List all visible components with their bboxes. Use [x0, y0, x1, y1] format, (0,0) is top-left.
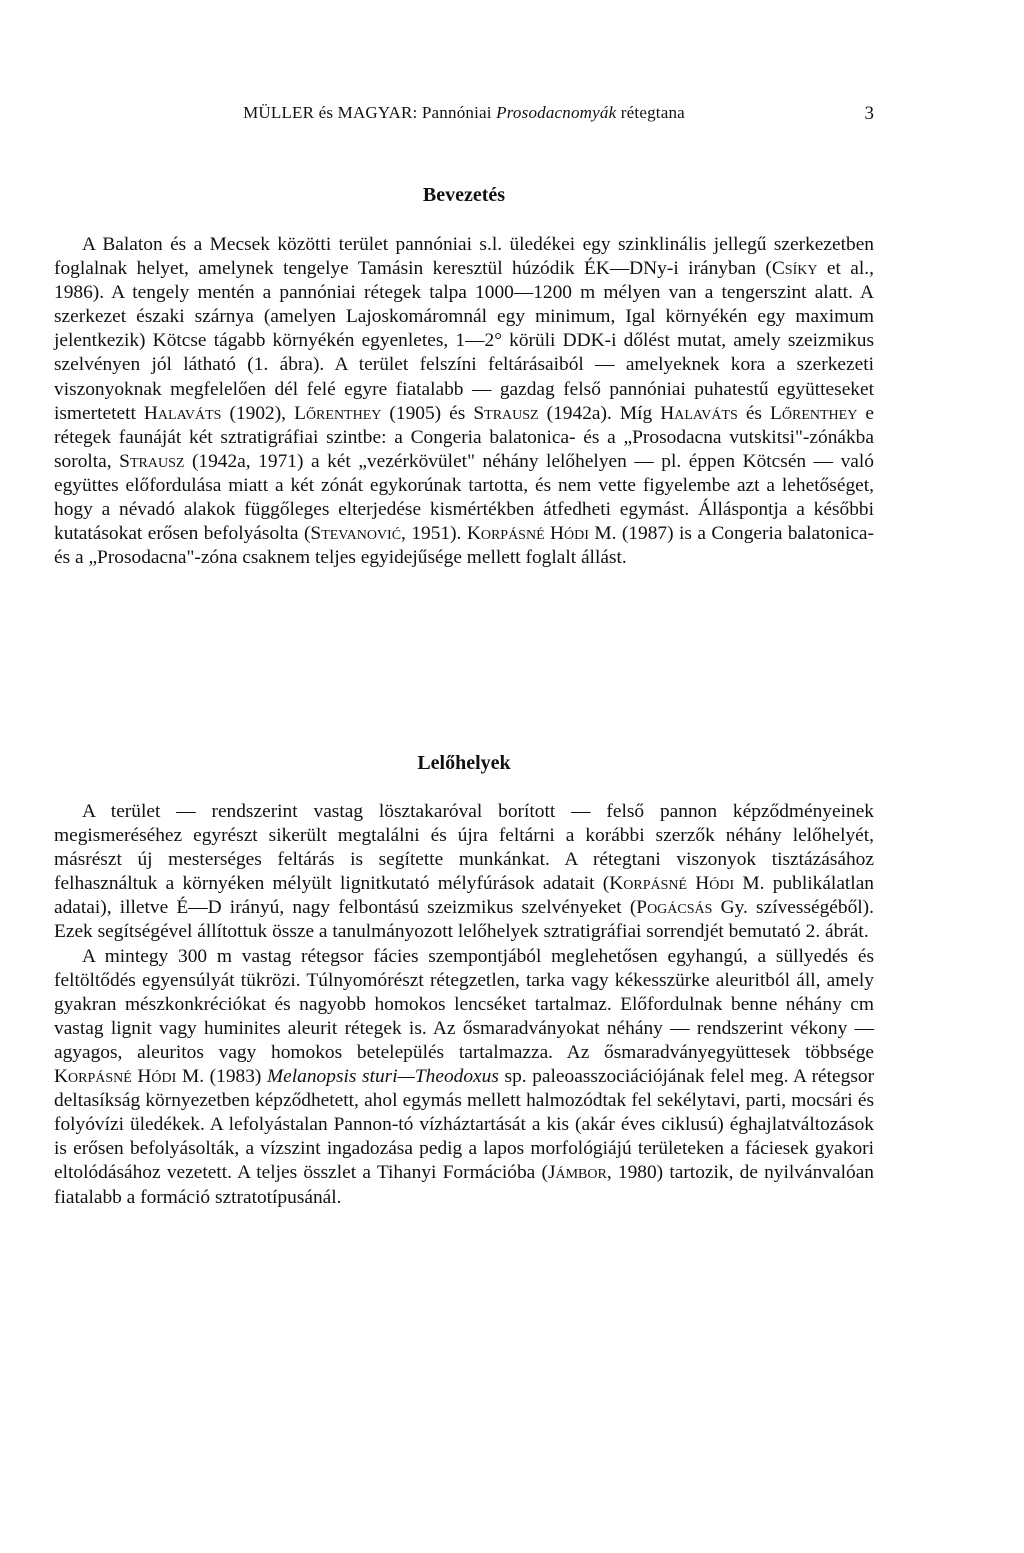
citation-author: Strausz: [119, 450, 185, 472]
running-head-genus: Prosodacnomyák: [496, 103, 617, 122]
citation-author: Korpásné Hódi: [466, 523, 589, 545]
page-number: 3: [864, 103, 874, 124]
running-head-title: MÜLLER és MAGYAR: Pannóniai Prosodacnomyák rétegtana: [243, 103, 685, 122]
taxon-name: Melanopsis sturi—Theodoxus: [267, 1066, 499, 1088]
citation-author: Csíky: [771, 258, 818, 280]
section-heading-localities: Lelőhelyek: [417, 752, 511, 774]
citation-author: Stevanović: [310, 523, 402, 545]
citation-author: Halaváts: [143, 402, 222, 424]
running-head: [54, 103, 874, 129]
section-heading-intro: Bevezetés: [422, 184, 506, 206]
citation-author: Korpásné Hódi: [609, 873, 735, 895]
running-head-authors: MÜLLER és MAGYAR:: [243, 103, 418, 122]
citation-author: Korpásné Hódi: [54, 1066, 177, 1088]
localities-section-body: [54, 800, 874, 1210]
citation-author: Jámbor: [547, 1162, 607, 1184]
citation-author: Halaváts: [660, 402, 738, 424]
localities-paragraph-2: A mintegy 300 m vastag rétegsor fácies szempontjából meglehetősen egyhangú, a süllyedés és feltöltődés egyensúlyát tükrözi. Túlnyomórészt rétegzetlen, tarka vagy kékesszürke aleuritból áll, amely gyakran mészkonkréciókat és nagyobb homokos lencséket tartalmaz. Előfordulnak benne néhány cm vastag lignit vagy huminites aleurit rétegek is. Az ősmaradványokat néhány — rendszerint vékony — agyagos, aleuritos vagy homokos betelepülés tartalmazza. Az ősmaradványegyüttesek többsége Korpásné Hódi M. (1983) Melanopsis sturi—Theodoxus sp. paleoasszociációjának felel meg. A rétegsor deltasíkság környezetben képződhetett, ahol egymás mellett halmozódtak fel sekélytavi, parti, mocsári és folyóvízi üledékek. A lefolyástalan Pannon-tó vízháztartását a kis (akár éves ciklusú) éghajlatváltozások is erősen befolyásolták, a vízszint ingadozása pedig a lapos morfológiájú területeken a fáciesek gyakori eltolódásához vezetett. A teljes összlet a Tihanyi Formációba (Jámbor, 1980) tartozik, de nyilvánvalóan fiatalabb a formáció sztratotípusánál.: [54, 945, 875, 1208]
citation-author: Pogácsás: [636, 897, 713, 919]
citation-author: Lőrenthey: [770, 402, 858, 424]
citation-author: Lőrenthey: [294, 402, 382, 424]
intro-section-body: [54, 233, 874, 570]
intro-paragraph: A Balaton és a Mecsek közötti terület pannóniai s.l. üledékei egy szinklinális jellegű szerkezetben foglalnak helyet, amelynek tengelye Tamásin keresztül húzódik ÉK—DNy-i irányban (Csíky et al., 1986). A tengely mentén a pannóniai rétegek talpa 1000—1200 m mélyen van a tengerszint alatt. A szerkezet északi szárnya (amelyen Lajoskomáromnál egy minimum, Igal környékén egy maximum jelentkezik) Kötcse tágabb környékén egyenletes, 1—2° körüli DDK-i dőlést mutat, amely szeizmikus szelvényen jól látható (1. ábra). A terület felszíni feltárásaiból — amelyeknek kora a szerkezeti viszonyoknak megfelelően dél felé egyre fiatalabb — gazdag felső pannóniai puhatestű együtteseket ismertetett Halaváts (1902), Lőrenthey (1905) és Strausz (1942a). Míg Halaváts és Lőrenthey e rétegek faunáját két sztratigráfiai szintbe: a Congeria balatonica- és a „Prosodacna vutskitsi"-zónákba sorolta, Strausz (1942a, 1971) a két „vezérkövület" néhány lelőhelyen — pl. éppen Kötcsén — való együttes előfordulása miatt a két zónát egykorúnak tartotta, és nem vette figyelembe azt a lehetőséget, hogy a névadó alakok függőleges elterjedése kismértékben átfedheti egymást. Álláspontja a későbbi kutatásokat erősen befolyásolta (Stevanović, 1951). Korpásné Hódi M. (1987) is a Congeria balatonica- és a „Prosodacna"-zóna csaknem teljes egyidejűsége mellett foglalt állást.: [54, 234, 874, 569]
citation-author: Strausz: [473, 402, 539, 424]
localities-paragraph-1: A terület — rendszerint vastag lösztakaróval borított — felső pannon képződményeinek megismeréséhez egyrészt sikerült megtalálni és újra feltárni a korábbi szerzők néhány lelőhelyét, másrészt új mesterséges feltárás is segítette munkánkat. A rétegtani viszonyok tisztázásához felhasználtuk a környéken mélyült lignitkutató mélyfúrások adatait (Korpásné Hódi M. publikálatlan adatai), illetve É—D irányú, nagy felbontású szeizmikus szelvényeket (Pogácsás Gy. szívességéből). Ezek segítségével állítottuk össze a tanulmányozott lelőhelyek sztratigráfiai sorrendjét bemutató 2. ábrát.: [54, 801, 874, 943]
